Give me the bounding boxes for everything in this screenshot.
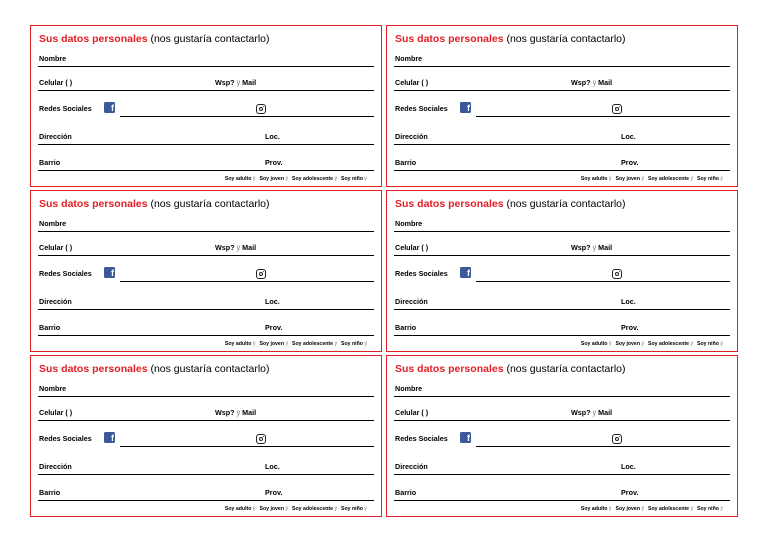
age-nino-checkbox[interactable]: ÿ [364,341,367,347]
age-nino-label: Soy niño [697,341,719,347]
mail-label: Mail [240,78,257,87]
age-adolescente-checkbox[interactable]: ÿ [690,176,694,182]
wsp-label: Wsp? [215,408,237,417]
nombre-field[interactable] [38,46,374,67]
instagram-icon [256,269,266,279]
card-title-highlight: Sus datos personales [39,33,148,45]
age-nino-label: Soy niño [341,176,363,182]
age-nino-checkbox[interactable]: ÿ [720,341,723,347]
redes-field[interactable] [394,96,730,116]
facebook-icon: f [104,432,115,443]
wsp-mail-label [571,243,612,252]
age-nino-label: Soy niño [341,506,363,512]
contact-card [30,355,382,517]
prov-label: Prov. [621,323,639,332]
direccion-field[interactable] [38,454,374,475]
age-joven-checkbox[interactable]: ÿ [285,506,289,512]
age-adolescente-checkbox[interactable]: ÿ [334,341,338,347]
facebook-icon: f [460,432,471,443]
age-adolescente-checkbox[interactable]: ÿ [334,176,338,182]
card-title [39,33,270,45]
wsp-checkbox[interactable]: ÿ [236,78,241,87]
direccion-field[interactable] [394,289,730,310]
age-adulto-label: Soy adulto [580,341,608,347]
age-adolescente-label: Soy adolescente [648,176,689,182]
barrio-field[interactable] [38,150,374,171]
loc-label: Loc. [265,462,280,471]
redes-label: Redes Sociales [395,434,448,443]
wsp-label: Wsp? [571,78,593,87]
age-adulto-checkbox[interactable]: ÿ [252,341,256,347]
facebook-icon: f [460,102,471,113]
nombre-field[interactable] [394,46,730,67]
age-adolescente-label: Soy adolescente [648,341,689,347]
redes-field[interactable] [38,96,374,116]
wsp-checkbox[interactable]: ÿ [592,78,597,87]
age-adolescente-checkbox[interactable]: ÿ [690,506,694,512]
age-joven-label: Soy joven [259,506,284,512]
wsp-checkbox[interactable]: ÿ [236,408,241,417]
wsp-label: Wsp? [571,243,593,252]
age-options [225,176,371,182]
redes-label: Redes Sociales [39,104,92,113]
age-adulto-checkbox[interactable]: ÿ [252,176,256,182]
age-nino-label: Soy niño [697,176,719,182]
celular-label: Celular ( ) [39,78,73,87]
celular-field[interactable] [394,70,730,91]
age-adolescente-label: Soy adolescente [648,506,689,512]
direccion-field[interactable] [38,124,374,145]
age-nino-label: Soy niño [697,506,719,512]
wsp-label: Wsp? [215,243,237,252]
celular-label: Celular ( ) [395,243,429,252]
contact-card [30,190,382,352]
direccion-label: Dirección [395,132,428,141]
age-options [581,341,727,347]
age-adulto-label: Soy adulto [580,176,608,182]
age-nino-label: Soy niño [341,341,363,347]
wsp-checkbox[interactable]: ÿ [236,243,241,252]
nombre-label: Nombre [395,54,423,63]
wsp-mail-label [571,408,612,417]
age-joven-label: Soy joven [615,341,640,347]
card-title-rest: (nos gustaría contactarlo) [147,33,270,45]
age-adulto-checkbox[interactable]: ÿ [608,176,612,182]
facebook-icon: f [460,267,471,278]
age-nino-checkbox[interactable]: ÿ [364,176,367,182]
wsp-mail-label [215,78,256,87]
redes-line [120,116,374,117]
loc-label: Loc. [265,297,280,306]
age-adolescente-label: Soy adolescente [292,506,333,512]
celular-field[interactable] [38,400,374,421]
nombre-label: Nombre [39,219,67,228]
direccion-label: Dirección [39,462,72,471]
direccion-field[interactable] [38,289,374,310]
celular-field[interactable] [394,235,730,256]
facebook-icon: f [104,102,115,113]
barrio-field[interactable] [38,315,374,336]
celular-label: Celular ( ) [39,243,73,252]
redes-line [120,446,374,447]
prov-label: Prov. [621,488,639,497]
card-title [395,33,626,45]
barrio-label: Barrio [395,488,417,497]
nombre-label: Nombre [395,219,423,228]
direccion-field[interactable] [394,124,730,145]
age-adulto-label: Soy adulto [224,176,252,182]
age-options [581,506,727,512]
card-title-rest: (nos gustaría contactarlo) [147,363,270,375]
age-joven-label: Soy joven [259,341,284,347]
direccion-label: Dirección [395,297,428,306]
nombre-label: Nombre [39,384,67,393]
age-options [225,506,371,512]
celular-label: Celular ( ) [39,408,73,417]
loc-label: Loc. [265,132,280,141]
redes-field[interactable] [38,261,374,281]
loc-label: Loc. [621,132,636,141]
redes-line [476,281,730,282]
barrio-label: Barrio [395,323,417,332]
card-title-rest: (nos gustaría contactarlo) [503,33,626,45]
contact-card [386,25,738,187]
prov-label: Prov. [265,488,283,497]
barrio-field[interactable] [394,480,730,501]
age-joven-checkbox[interactable]: ÿ [641,176,645,182]
age-joven-checkbox[interactable]: ÿ [285,176,289,182]
loc-label: Loc. [621,462,636,471]
facebook-icon: f [104,267,115,278]
barrio-label: Barrio [39,158,61,167]
nombre-field[interactable] [394,376,730,397]
age-adolescente-label: Soy adolescente [292,341,333,347]
age-adolescente-checkbox[interactable]: ÿ [334,506,338,512]
nombre-field[interactable] [394,211,730,232]
age-adulto-label: Soy adulto [224,506,252,512]
nombre-label: Nombre [39,54,67,63]
barrio-field[interactable] [38,480,374,501]
age-adolescente-label: Soy adolescente [292,176,333,182]
loc-label: Loc. [621,297,636,306]
redes-field[interactable] [394,426,730,446]
direccion-field[interactable] [394,454,730,475]
card-title-highlight: Sus datos personales [39,363,148,375]
age-nino-checkbox[interactable]: ÿ [720,506,723,512]
mail-label: Mail [596,408,613,417]
card-title-highlight: Sus datos personales [39,198,148,210]
barrio-label: Barrio [39,323,61,332]
redes-line [476,116,730,117]
direccion-label: Dirección [39,297,72,306]
card-title [39,363,270,375]
instagram-icon [612,434,622,444]
age-adulto-checkbox[interactable]: ÿ [608,506,612,512]
wsp-label: Wsp? [571,408,593,417]
age-joven-label: Soy joven [615,176,640,182]
redes-line [476,446,730,447]
nombre-field[interactable] [38,211,374,232]
prov-label: Prov. [621,158,639,167]
wsp-mail-label [215,243,256,252]
card-title-highlight: Sus datos personales [395,198,504,210]
age-adolescente-checkbox[interactable]: ÿ [690,341,694,347]
nombre-label: Nombre [395,384,423,393]
redes-label: Redes Sociales [395,269,448,278]
age-options [581,176,727,182]
age-adulto-checkbox[interactable]: ÿ [608,341,612,347]
card-title [39,198,270,210]
prov-label: Prov. [265,158,283,167]
redes-label: Redes Sociales [39,269,92,278]
redes-line [120,281,374,282]
instagram-icon [256,434,266,444]
redes-field[interactable] [394,261,730,281]
prov-label: Prov. [265,323,283,332]
card-title-rest: (nos gustaría contactarlo) [147,198,270,210]
age-options [225,341,371,347]
instagram-icon [612,269,622,279]
card-title-highlight: Sus datos personales [395,363,504,375]
mail-label: Mail [240,408,257,417]
mail-label: Mail [596,243,613,252]
celular-label: Celular ( ) [395,78,429,87]
age-nino-checkbox[interactable]: ÿ [720,176,723,182]
age-joven-checkbox[interactable]: ÿ [285,341,289,347]
card-title-rest: (nos gustaría contactarlo) [503,198,626,210]
barrio-field[interactable] [394,315,730,336]
celular-field[interactable] [394,400,730,421]
age-joven-checkbox[interactable]: ÿ [641,341,645,347]
contact-card [386,190,738,352]
nombre-field[interactable] [38,376,374,397]
age-adulto-checkbox[interactable]: ÿ [252,506,256,512]
barrio-field[interactable] [394,150,730,171]
barrio-label: Barrio [395,158,417,167]
contact-card [386,355,738,517]
direccion-label: Dirección [395,462,428,471]
card-title-rest: (nos gustaría contactarlo) [503,363,626,375]
wsp-label: Wsp? [215,78,237,87]
age-adulto-label: Soy adulto [580,506,608,512]
age-joven-label: Soy joven [259,176,284,182]
wsp-mail-label [571,78,612,87]
mail-label: Mail [596,78,613,87]
mail-label: Mail [240,243,257,252]
form-sheet [30,25,738,517]
celular-field[interactable] [38,70,374,91]
contact-card [30,25,382,187]
card-title [395,198,626,210]
age-adulto-label: Soy adulto [224,341,252,347]
redes-field[interactable] [38,426,374,446]
wsp-mail-label [215,408,256,417]
age-nino-checkbox[interactable]: ÿ [364,506,367,512]
direccion-label: Dirección [39,132,72,141]
barrio-label: Barrio [39,488,61,497]
celular-label: Celular ( ) [395,408,429,417]
wsp-checkbox[interactable]: ÿ [592,243,597,252]
instagram-icon [612,104,622,114]
card-title-highlight: Sus datos personales [395,33,504,45]
age-joven-checkbox[interactable]: ÿ [641,506,645,512]
instagram-icon [256,104,266,114]
age-joven-label: Soy joven [615,506,640,512]
wsp-checkbox[interactable]: ÿ [592,408,597,417]
celular-field[interactable] [38,235,374,256]
card-title [395,363,626,375]
redes-label: Redes Sociales [39,434,92,443]
redes-label: Redes Sociales [395,104,448,113]
